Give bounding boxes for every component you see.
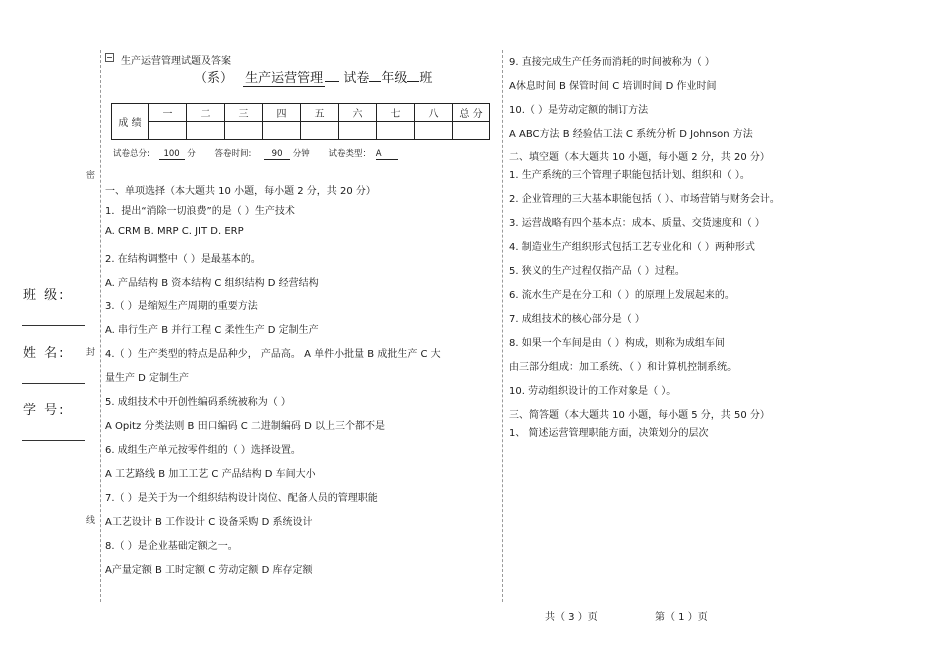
seal-xian: 线: [86, 516, 96, 526]
fill-question: 7. 成组技术的核心部分是（ ）: [509, 314, 645, 325]
course-name: 生产运营管理: [245, 71, 324, 86]
question-line: 10.（ ）是劳动定额的制订方法: [509, 105, 649, 116]
score-cell[interactable]: [301, 122, 339, 140]
score-cell[interactable]: [453, 122, 490, 140]
total-score-value: 100: [159, 149, 185, 160]
student-id-field[interactable]: [22, 440, 85, 441]
answer-options: A产量定额 B 工时定额 C 劳动定额 D 库存定额: [105, 565, 313, 576]
name-label: 姓 名:: [23, 346, 66, 361]
question-line: 8.（ ）是企业基础定额之一。: [105, 541, 238, 552]
question-line: 1．提出“消除一切浪费”的是（ ）生产技术: [105, 206, 295, 217]
score-col: 五: [301, 104, 339, 122]
grade-label: 年级: [381, 71, 408, 86]
exam-label: 试卷: [343, 71, 370, 86]
score-cell[interactable]: [225, 122, 263, 140]
class-suffix: 班: [419, 71, 433, 86]
class-field[interactable]: [22, 325, 85, 326]
fill-question: 8. 如果一个车间是由（ ）构成，则称为成组车间: [509, 338, 725, 349]
fill-question: 3. 运营战略有四个基本点：成本、质量、交货速度和（ ）: [509, 218, 765, 229]
student-id-label: 学 号:: [23, 403, 66, 418]
score-col: 二: [187, 104, 225, 122]
fill-question: 2. 企业管理的三大基本职能包括（ ）、市场营销与财务会计。: [509, 194, 780, 205]
fill-question: 5. 狭义的生产过程仅指产品（ ）过程。: [509, 266, 685, 277]
score-col: 四: [263, 104, 301, 122]
answer-options: A. CRM B. MRP C. JIT D. ERP: [105, 226, 244, 237]
page-total: 共（ 3 ）页: [545, 612, 598, 623]
question-line: 6. 成组生产单元按零件组的（ ）选择设置。: [105, 445, 301, 456]
section-title-choice: 一、单项选择（本大题共 10 小题，每小题 2 分，共 20 分）: [105, 186, 376, 197]
score-table: [111, 103, 490, 140]
fill-question: 1. 生产系统的三个管理子职能包括计划、组织和（ ）。: [509, 170, 750, 181]
question-line: 2. 在结构调整中（ ）是最基本的。: [105, 254, 261, 265]
question-line: 4.（ ）生产类型的特点是品种少， 产品高。 A 单件小批量 B 成批生产 C 大: [105, 349, 441, 360]
score-col: 一: [149, 104, 187, 122]
name-field[interactable]: [22, 383, 85, 384]
score-cell[interactable]: [415, 122, 453, 140]
seal-mi: 密: [86, 171, 96, 181]
score-cell[interactable]: [263, 122, 301, 140]
answer-options: A休息时间 B 保管时间 C 培训时间 D 作业时间: [509, 81, 717, 92]
total-score-label: 试卷总分:: [113, 149, 150, 159]
exam-type-label: 试卷类型：: [328, 149, 372, 159]
exam-header: [194, 67, 432, 86]
score-cell[interactable]: [187, 122, 225, 140]
answer-options: A. 产品结构 B 资本结构 C 组织结构 D 经营结构: [105, 278, 319, 289]
question-line: 9. 直接完成生产任务而消耗的时间被称为（ ）: [509, 57, 715, 68]
fill-question: 由三部分组成：加工系统、（ ）和计算机控制系统。: [509, 362, 738, 373]
page-current: 第（ 1 ）页: [655, 612, 708, 623]
score-cell[interactable]: [339, 122, 377, 140]
score-label: 成 绩: [112, 104, 149, 140]
exam-meta: [113, 147, 398, 160]
score-col-total: 总 分: [453, 104, 490, 122]
score-col: 六: [339, 104, 377, 122]
section-title-fill: 二、填空题（本大题共 10 小题，每小题 2 分，共 20 分）: [509, 152, 770, 163]
answer-options: 量生产 D 定制生产: [105, 373, 190, 384]
total-score-unit: 分: [187, 149, 196, 159]
fill-question: 10. 劳动组织设计的工作对象是（ ）。: [509, 386, 677, 397]
score-cell[interactable]: [377, 122, 415, 140]
seal-feng: 封: [86, 348, 96, 358]
doc-title: 生产运营管理试题及答案: [121, 56, 231, 67]
binding-line-left: [100, 50, 101, 602]
binding-line-middle: [502, 50, 503, 602]
score-col: 三: [225, 104, 263, 122]
question-line: 7.（ ）是关于为一个组织结构设计岗位、配备人员的管理职能: [105, 493, 378, 504]
dept-label: （系）: [194, 71, 234, 86]
class-label: 班 级:: [23, 288, 66, 303]
fill-question: 6. 流水生产是在分工和（ ）的原理上发展起来的。: [509, 290, 735, 301]
answer-options: A工艺设计 B 工作设计 C 设备采购 D 系统设计: [105, 517, 313, 528]
exam-time-value: 90: [264, 149, 290, 160]
score-col: 八: [415, 104, 453, 122]
score-col: 七: [377, 104, 415, 122]
score-cell[interactable]: [149, 122, 187, 140]
fill-question: 4. 制造业生产组织形式包括工艺专业化和（ ）两种形式: [509, 242, 755, 253]
exam-time-unit: 分钟: [292, 149, 310, 159]
answer-options: A Opitz 分类法则 B 田口编码 C 二进制编码 D 以上三个都不是: [105, 421, 385, 432]
answer-options: A 工艺路线 B 加工工艺 C 产品结构 D 车间大小: [105, 469, 316, 480]
document-icon: [105, 53, 114, 62]
question-line: 3.（ ）是缩短生产周期的重要方法: [105, 301, 258, 312]
short-question: 1、 简述运营管理职能方面，决策划分的层次: [509, 428, 709, 439]
exam-type-value: A: [376, 149, 398, 160]
answer-options: A ABC方法 B 经验估工法 C 系统分析 D Johnson 方法: [509, 129, 753, 140]
answer-options: A. 串行生产 B 并行工程 C 柔性生产 D 定制生产: [105, 325, 319, 336]
exam-time-label: 答卷时间:: [214, 149, 252, 159]
section-title-short: 三、简答题（本大题共 10 小题，每小题 5 分，共 50 分）: [509, 410, 770, 421]
question-line: 5. 成组技术中开创性编码系统被称为（ ）: [105, 397, 291, 408]
